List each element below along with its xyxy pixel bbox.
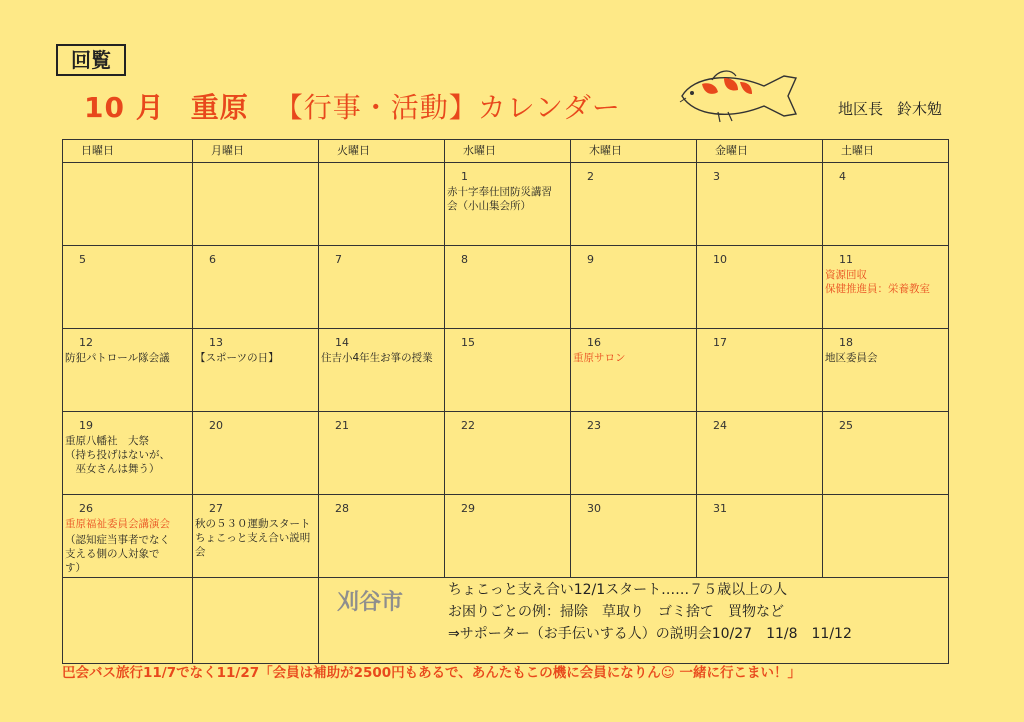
day-number: 18 [839,336,853,349]
calendar-day-cell [823,329,949,412]
day-number: 27 [209,502,223,515]
calendar-week-row [63,412,949,495]
day-event: 重原福祉委員会講演会 [65,518,170,530]
calendar-day-cell [571,163,697,246]
calendar-day-cell [193,412,319,495]
day-number: 1 [461,170,468,183]
calendar-day-cell [697,495,823,578]
calendar-day-cell [193,246,319,329]
weekday-header: 木曜日 [571,140,697,163]
weekday-header: 月曜日 [193,140,319,163]
day-number: 30 [587,502,601,515]
calendar-day-cell [193,329,319,412]
day-number [823,495,948,502]
day-number: 6 [209,253,216,266]
day-number [193,163,318,170]
day-number: 22 [461,419,475,432]
calendar-day-cell [63,495,193,578]
calendar-week-row [63,495,949,578]
notes-cell [63,578,193,664]
day-number [319,163,444,170]
calendar-day-cell [63,246,193,329]
day-number: 31 [713,502,727,515]
calendar-day-cell [63,412,193,495]
title-text: 【行事・活動】カレンダー [274,91,621,124]
note-line: ⇒サポーター（お手伝いする人）の説明会10/27 11/8 11/12 [448,626,852,642]
calendar-day-cell [319,246,445,329]
calendar-day-cell [823,163,949,246]
notes-cell [193,578,319,664]
calendar-day-cell [445,163,571,246]
calendar-day-cell [571,329,697,412]
day-number: 9 [587,253,594,266]
calendar-day-cell [571,412,697,495]
day-event: 【スポーツの日】 [195,352,279,364]
koi-fish-icon [672,66,804,126]
calendar-day-cell [697,246,823,329]
weekday-header-row [63,140,949,163]
calendar-day-cell [63,163,193,246]
note-line: ちょこっと支え合い12/1スタート……７５歳以上の人 [448,582,788,598]
title-month: 10 月 [84,91,165,124]
page-title [84,86,621,126]
kairan-badge: 回覧 [56,44,126,76]
leader-name: 鈴木勉 [897,100,943,118]
day-number: 19 [79,419,93,432]
day-number: 15 [461,336,475,349]
calendar-day-cell [445,246,571,329]
calendar-day-cell [63,329,193,412]
calendar-week-row [63,246,949,329]
calendar-day-cell [823,495,949,578]
day-number: 25 [839,419,853,432]
calendar-day-cell [823,412,949,495]
day-number: 29 [461,502,475,515]
calendar-day-cell [697,163,823,246]
weekday-header: 水曜日 [445,140,571,163]
calendar-day-cell [697,412,823,495]
day-event: 赤十字奉仕団防災講習 会（小山集会所） [447,186,552,212]
calendar-day-cell [823,246,949,329]
calendar-day-cell [319,163,445,246]
day-number: 4 [839,170,846,183]
calendar-day-cell [697,329,823,412]
day-number: 16 [587,336,601,349]
calendar-day-cell [445,495,571,578]
weekday-header: 金曜日 [697,140,823,163]
weekday-header: 土曜日 [823,140,949,163]
day-event: 住吉小4年生お箏の授業 [321,352,433,364]
calendar-day-cell [319,412,445,495]
day-number: 13 [209,336,223,349]
day-number: 2 [587,170,594,183]
day-event: 資源回収 保健推進員：栄養教室 [825,269,930,295]
calendar-week-row [63,163,949,246]
day-number: 11 [839,253,853,266]
leader-role: 地区長 [838,100,884,118]
day-number: 28 [335,502,349,515]
calendar-day-cell [445,412,571,495]
day-number: 14 [335,336,349,349]
note-line: お困りごとの例：掃除 草取り ゴミ捨て 買物など [448,604,784,620]
weekday-header: 日曜日 [63,140,193,163]
city-notes [448,579,852,645]
footer-notice: 巴会バス旅行11/7でなく11/27「会員は補助が2500円もあるで、あんたもこの機に会員になりん☺ 一緒に行こまい！」 [62,665,802,681]
calendar-day-cell [571,246,697,329]
day-number: 8 [461,253,468,266]
day-event: 防犯パトロール隊会議 [65,352,170,364]
day-number: 21 [335,419,349,432]
title-area: 重原 [190,91,249,124]
day-number: 3 [713,170,720,183]
calendar-week-row [63,329,949,412]
day-number: 20 [209,419,223,432]
weekday-header: 火曜日 [319,140,445,163]
day-number: 5 [79,253,86,266]
day-event: 重原サロン [573,352,626,364]
day-number: 23 [587,419,601,432]
day-event: 地区委員会 [825,352,878,364]
calendar-day-cell [193,495,319,578]
day-number: 26 [79,502,93,515]
day-number: 24 [713,419,727,432]
calendar-day-cell [319,329,445,412]
day-event: （認知症当事者でなく 支える側の人対象で す） [65,534,170,574]
calendar-day-cell [193,163,319,246]
calendar-day-cell [319,495,445,578]
district-leader [838,98,942,119]
day-event: 重原八幡社 大祭 （持ち投げはないが、 巫女さんは舞う） [65,435,170,475]
day-number: 17 [713,336,727,349]
calendar-day-cell [445,329,571,412]
city-name: 刈谷市 [337,590,404,615]
day-number: 7 [335,253,342,266]
day-event: 秋の５３０運動スタート ちょこっと支え合い説明会 [195,518,311,558]
day-number [63,163,192,170]
calendar-day-cell [571,495,697,578]
day-number: 12 [79,336,93,349]
day-number: 10 [713,253,727,266]
